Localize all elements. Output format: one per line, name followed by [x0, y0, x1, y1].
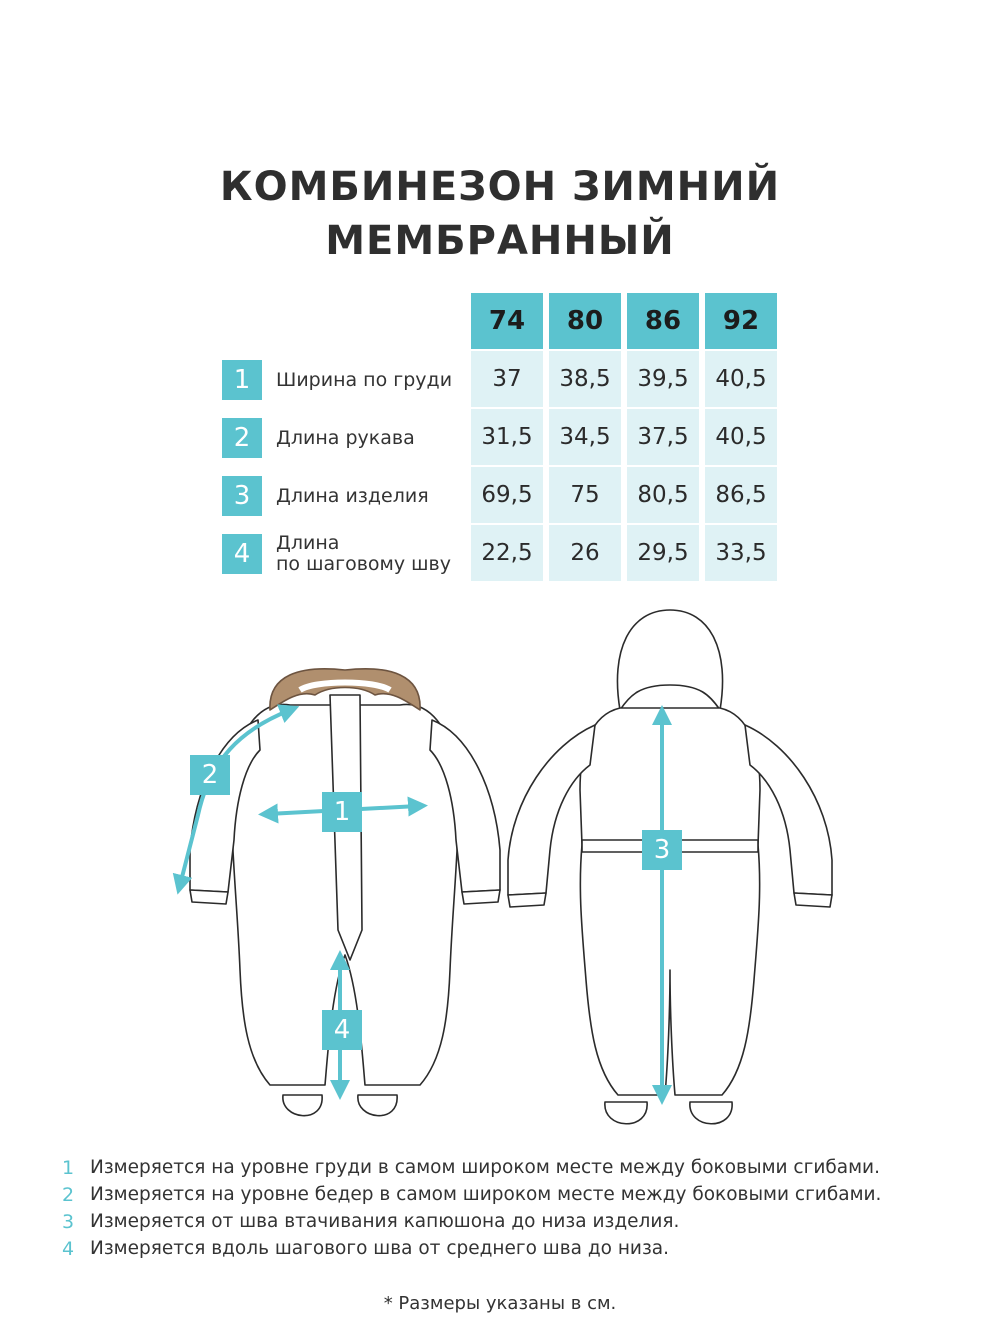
measurement-notes	[62, 1154, 982, 1262]
diagram-badge-2: 2	[190, 755, 230, 795]
table-cell: 40,5	[705, 409, 777, 465]
note-item	[62, 1208, 982, 1235]
front-left-cuff	[190, 890, 228, 904]
note-item	[62, 1235, 982, 1262]
note-text: Измеряется на уровне груди в самом широком месте между боковыми сгибами.	[90, 1157, 880, 1178]
row-number-badge: 1	[222, 360, 262, 400]
measurement-label: Длина по шаговому шву	[276, 532, 451, 575]
measurement-row	[222, 351, 782, 409]
table-cell: 75	[549, 467, 621, 523]
table-cell: 33,5	[705, 525, 777, 581]
size-header-cell: 80	[549, 293, 621, 349]
table-cell: 37,5	[627, 409, 699, 465]
back-hood-outline	[617, 610, 722, 710]
note-text: Измеряется от шва втачивания капюшона до низа изделия.	[90, 1211, 680, 1232]
table-cell: 22,5	[471, 525, 543, 581]
back-right-cuff	[794, 893, 832, 907]
table-cell: 80,5	[627, 467, 699, 523]
jumpsuit-illustration	[150, 590, 850, 1150]
diagram-badge-3: 3	[642, 830, 682, 870]
front-left-boot	[283, 1095, 322, 1116]
table-cell: 39,5	[627, 351, 699, 407]
table-cell: 40,5	[705, 351, 777, 407]
table-cell: 26	[549, 525, 621, 581]
back-left-cuff	[508, 893, 546, 907]
diagram-badge-4: 4	[322, 1010, 362, 1050]
table-cell: 69,5	[471, 467, 543, 523]
title-line-2: МЕМБРАННЫЙ	[325, 218, 675, 264]
measurement-row	[222, 409, 782, 467]
garment-diagram	[150, 590, 850, 1150]
measurement-label: Длина изделия	[276, 484, 429, 507]
note-item	[62, 1181, 982, 1208]
measurement-row	[222, 525, 782, 583]
table-cell: 37	[471, 351, 543, 407]
back-left-boot	[605, 1102, 647, 1124]
note-number: 3	[62, 1210, 75, 1233]
table-cell: 38,5	[549, 351, 621, 407]
note-number: 2	[62, 1183, 75, 1206]
note-item	[62, 1154, 982, 1181]
title-line-1: КОМБИНЕЗОН ЗИМНИЙ	[219, 164, 781, 210]
note-number: 1	[62, 1156, 75, 1179]
table-cell: 86,5	[705, 467, 777, 523]
measurement-row	[222, 467, 782, 525]
footnote: * Размеры указаны в см.	[383, 1293, 617, 1314]
note-number: 4	[62, 1237, 75, 1260]
note-text: Измеряется на уровне бедер в самом широком месте между боковыми сгибами.	[90, 1184, 882, 1205]
size-header-cell: 74	[471, 293, 543, 349]
row-number-badge: 4	[222, 534, 262, 574]
front-right-boot	[358, 1095, 397, 1116]
table-cell: 31,5	[471, 409, 543, 465]
row-number-badge: 2	[222, 418, 262, 458]
row-number-badge: 3	[222, 476, 262, 516]
page-title	[0, 160, 1000, 268]
front-right-cuff	[462, 890, 500, 904]
size-header-cell: 92	[705, 293, 777, 349]
diagram-badge-1: 1	[322, 792, 362, 832]
size-header-cell: 86	[627, 293, 699, 349]
table-cell: 34,5	[549, 409, 621, 465]
back-right-boot	[690, 1102, 732, 1124]
measurement-label: Длина рукава	[276, 426, 415, 449]
note-text: Измеряется вдоль шагового шва от среднего шва до низа.	[90, 1238, 670, 1259]
table-cell: 29,5	[627, 525, 699, 581]
back-body-outline	[580, 708, 760, 1095]
measurement-label: Ширина по груди	[276, 368, 453, 391]
